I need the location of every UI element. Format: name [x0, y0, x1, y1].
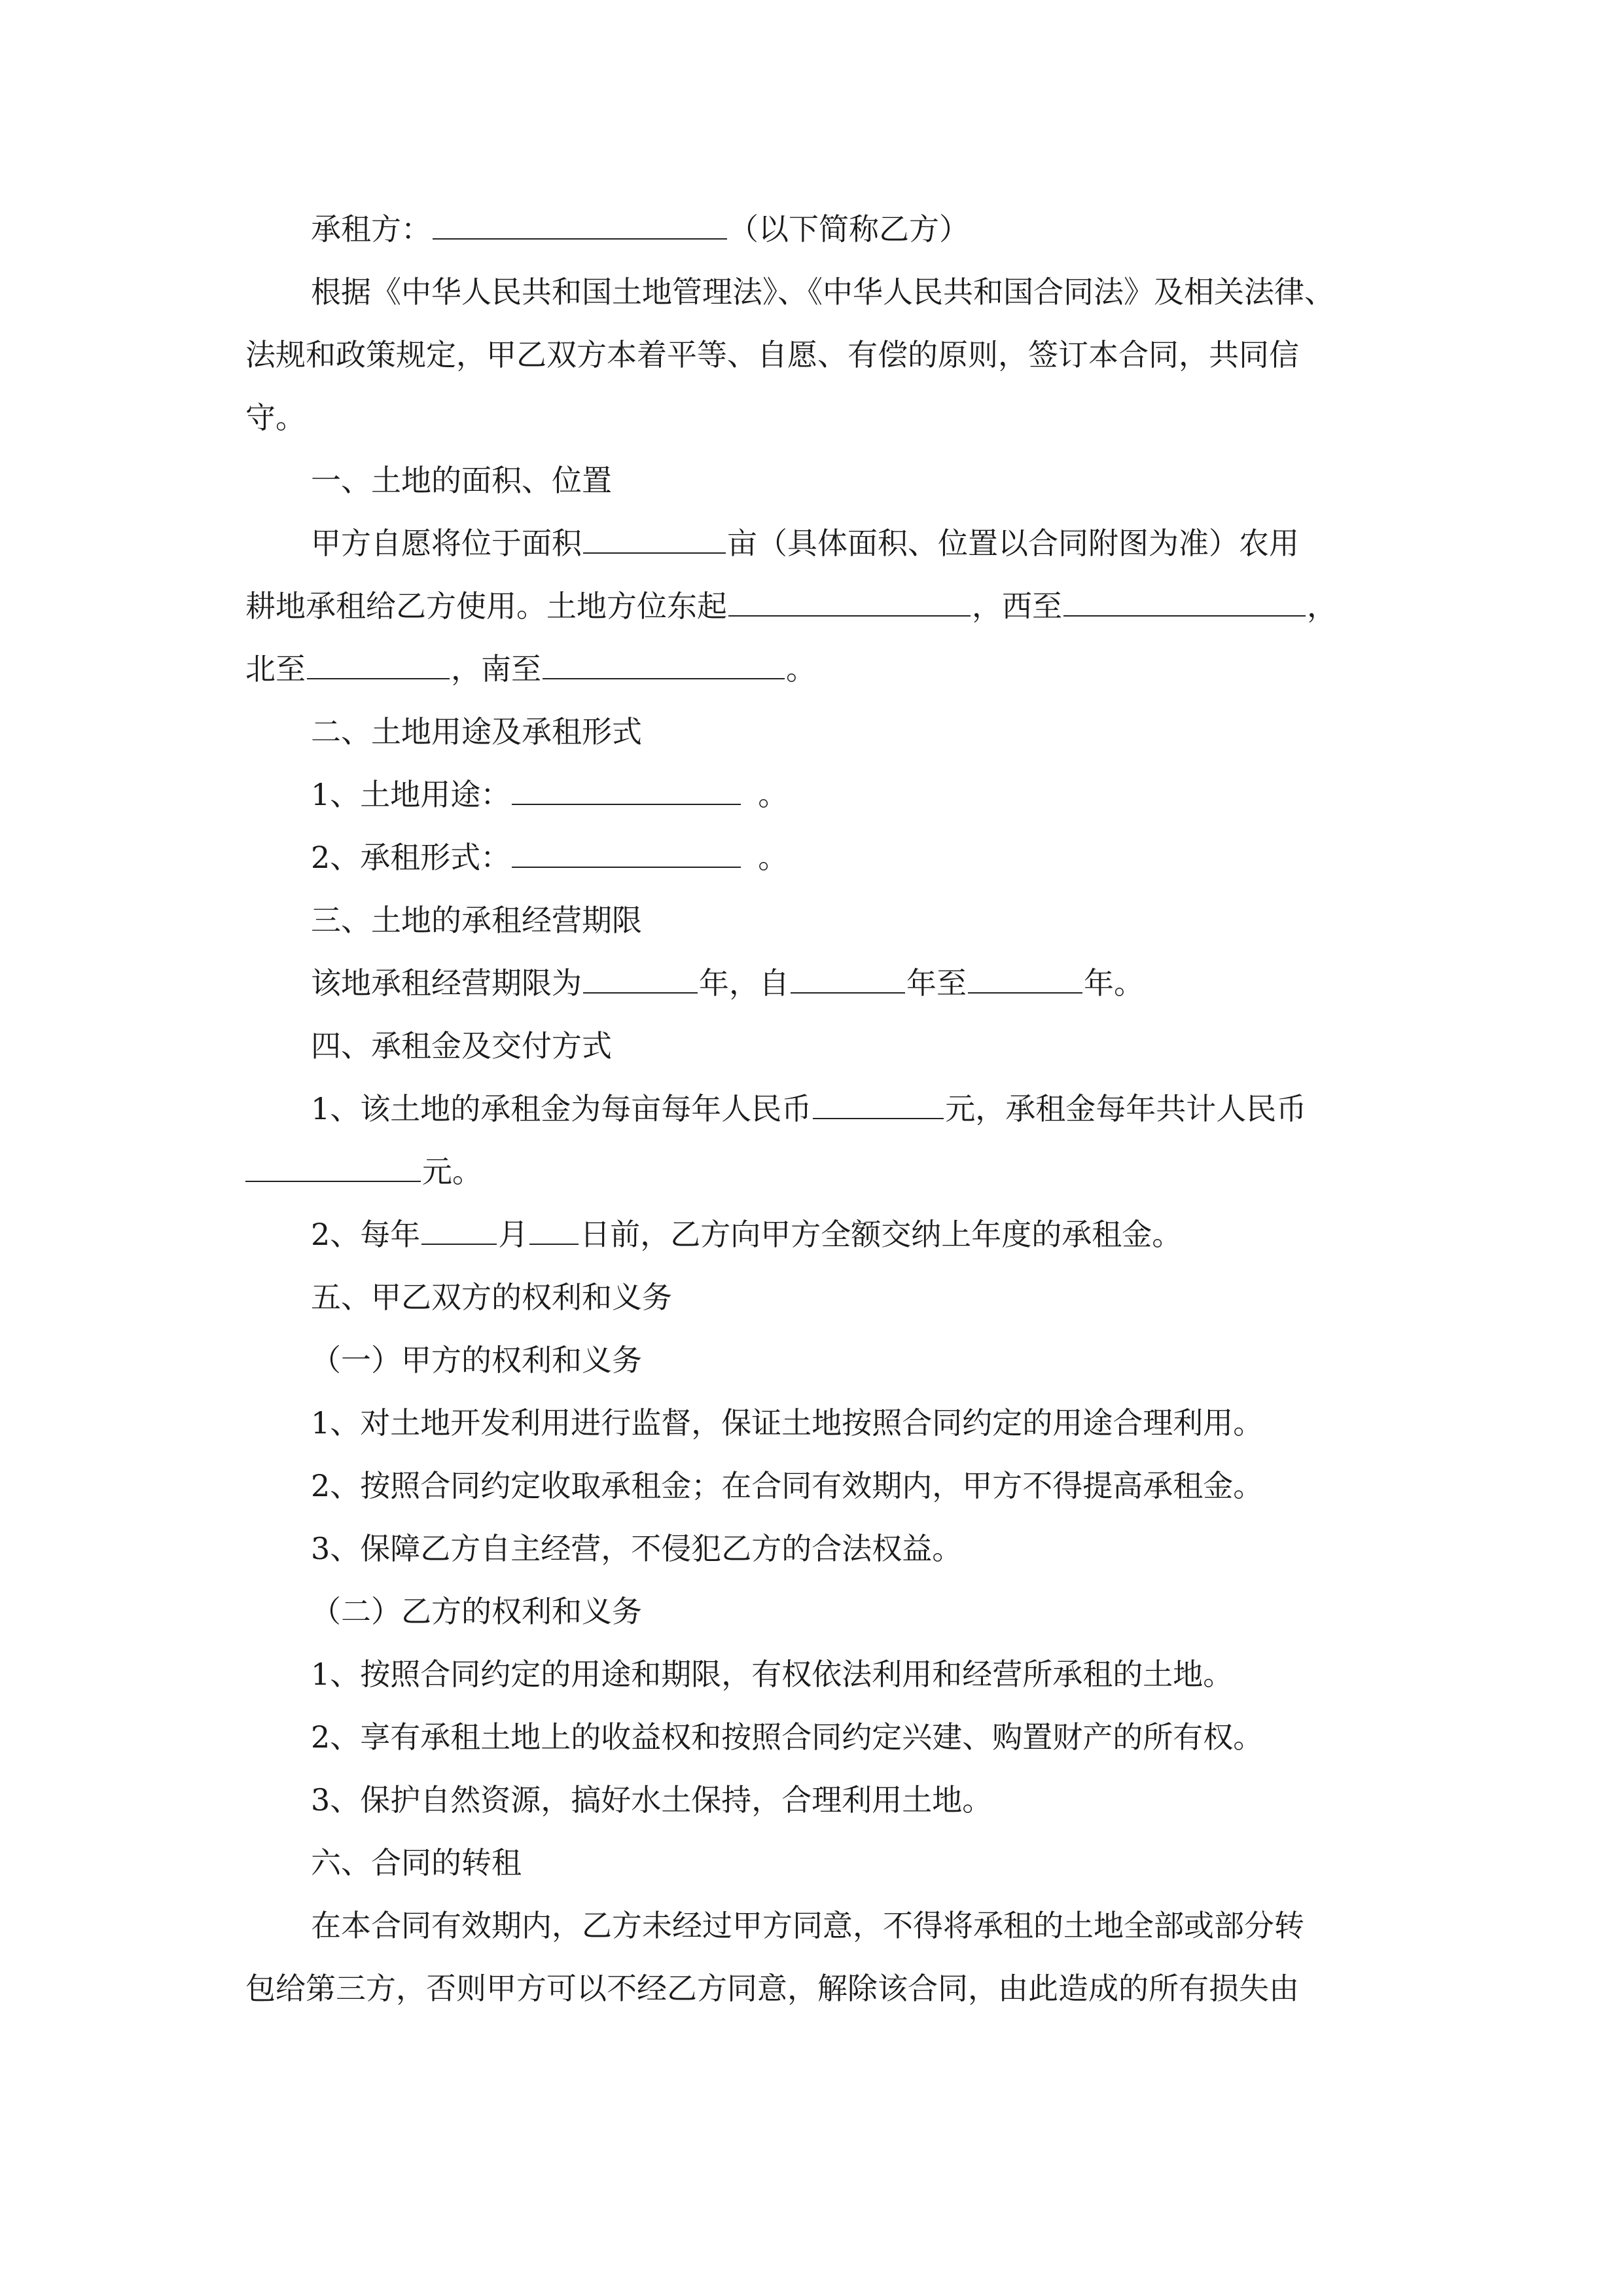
term-suffix: 年。 — [1084, 965, 1144, 1001]
section6-line-1 — [311, 1906, 1384, 1945]
term-end-blank — [968, 963, 1082, 994]
lessee-blank — [433, 209, 727, 240]
term-from: 年，自 — [699, 965, 789, 1001]
rent-total-suffix: 元。 — [422, 1154, 482, 1189]
section1-line-2 — [245, 586, 1337, 626]
section6-title: 六、合同的转租 — [311, 1845, 522, 1880]
section5-sub1-title: （一）甲方的权利和义务 — [311, 1342, 642, 1378]
area-blank — [583, 524, 726, 554]
area-suffix: 亩（具体面积、位置以合同附图为准）农用 — [727, 526, 1299, 561]
north-prefix: 北至 — [245, 651, 306, 687]
pay-year-prefix: 2、每年 — [311, 1217, 421, 1252]
lease-form-blank — [512, 838, 741, 868]
rent-per-mu-prefix: 1、该土地的承租金为每亩每年人民币 — [311, 1091, 812, 1126]
land-use-blank — [512, 775, 741, 805]
lessee-duty-3: 3、保护自然资源，搞好水土保持，合理利用土地。 — [311, 1782, 993, 1818]
section1-title: 一、土地的面积、位置 — [311, 463, 612, 498]
intro-line-2 — [245, 335, 1384, 374]
term-start-blank — [791, 963, 905, 994]
south-blank — [543, 649, 785, 679]
intro-text-2: 法规和政策规定，甲乙双方本着平等、自愿、有偿的原则，签订本合同，共同信 — [245, 337, 1299, 372]
section6-line-2 — [245, 1969, 1384, 2008]
term-prefix: 该地承租经营期限为 — [311, 965, 582, 1001]
term-to: 年至 — [906, 965, 967, 1001]
pay-day-blank — [529, 1215, 579, 1245]
lessor-duty-1: 1、对土地开发利用进行监督，保证土地按照合同约定的用途合理利用。 — [311, 1405, 1264, 1441]
lessor-duty-3: 3、保障乙方自主经营，不侵犯乙方的合法权益。 — [311, 1531, 963, 1566]
west-blank — [1063, 586, 1306, 617]
intro-line-3: 守。 — [245, 400, 306, 435]
north-blank — [307, 649, 450, 679]
lessee-duty-1: 1、按照合同约定的用途和期限，有权依法利用和经营所承租的土地。 — [311, 1657, 1234, 1692]
lessee-suffix: （以下简称乙方） — [728, 211, 969, 247]
section1-line-1 — [311, 524, 1299, 563]
section2-title: 二、土地用途及承租形式 — [311, 714, 642, 749]
east-blank — [728, 586, 971, 617]
sublease-text-2: 包给第三方，否则甲方可以不经乙方同意，解除该合同，由此造成的所有损失由 — [245, 1971, 1299, 2006]
intro-line-1 — [311, 272, 1384, 312]
lease-form-end: 。 — [758, 840, 789, 875]
lessee-line — [311, 209, 969, 249]
rent-total-prefix: 元，承租金每年共计人民币 — [945, 1091, 1307, 1126]
lessee-duty-2: 2、享有承租土地上的收益权和按照合同约定兴建、购置财产的所有权。 — [311, 1719, 1264, 1755]
rent-per-mu-blank — [813, 1089, 944, 1119]
area-prefix: 甲方自愿将位于面积 — [311, 526, 582, 561]
sublease-text-1: 在本合同有效期内，乙方未经过甲方同意，不得将承租的土地全部或部分转 — [311, 1908, 1304, 1943]
pay-month-label: 月 — [498, 1217, 529, 1252]
lessor-duty-2: 2、按照合同约定收取承租金；在合同有效期内，甲方不得提高承租金。 — [311, 1468, 1264, 1503]
section4-item-1-cont — [245, 1152, 482, 1191]
land-use-label: 1、土地用途： — [311, 777, 511, 812]
section4-item-2 — [311, 1215, 1182, 1254]
section3-title: 三、土地的承租经营期限 — [311, 903, 642, 938]
section2-item-2 — [311, 838, 788, 877]
term-years-blank — [583, 963, 698, 994]
south-prefix: ，南至 — [451, 651, 541, 687]
rent-total-blank — [245, 1152, 421, 1182]
section5-sub2-title: （二）乙方的权利和义务 — [311, 1594, 642, 1629]
south-suffix: 。 — [786, 651, 816, 687]
west-prefix: ，西至 — [972, 588, 1062, 624]
section3-line-1 — [311, 963, 1144, 1003]
section2-item-1 — [311, 775, 788, 814]
pay-day-suffix: 日前，乙方向甲方全额交纳上年度的承租金。 — [580, 1217, 1183, 1252]
land-use-end: 。 — [758, 777, 789, 812]
west-suffix: ， — [1307, 588, 1337, 624]
pay-month-blank — [421, 1215, 497, 1245]
lessee-label: 承租方： — [311, 211, 431, 247]
lease-form-label: 2、承租形式： — [311, 840, 511, 875]
east-prefix: 耕地承租给乙方使用。土地方位东起 — [245, 588, 727, 624]
intro-text-1: 根据《中华人民共和国土地管理法》、《中华人民共和国合同法》及相关法律、 — [311, 274, 1334, 310]
section4-item-1 — [311, 1089, 1306, 1128]
section1-line-3 — [245, 649, 816, 689]
section5-title: 五、甲乙双方的权利和义务 — [311, 1280, 672, 1315]
section4-title: 四、承租金及交付方式 — [311, 1028, 612, 1064]
